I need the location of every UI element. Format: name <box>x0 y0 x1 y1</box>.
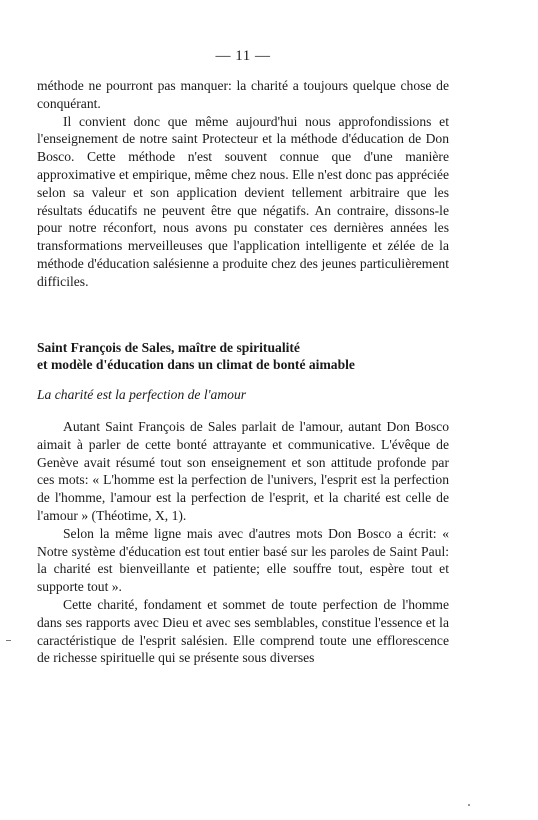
body-paragraph-2: Selon la même ligne mais avec d'autres mots Don Bosco a écrit: « Notre système d'éducation est tout entier basé sur les paroles de Saint Paul: la charité est bienveillante et patiente; elle souffre tout, espère tout et supporte tout ». <box>37 525 449 595</box>
page-number: — 11 — <box>215 48 271 64</box>
body-paragraph-1: Autant Saint François de Sales parlait de l'amour, autant Don Bosco aimait à parler de cette bonté attrayante et communicative. L'évêque de Genève avait résumé tout son enseignement et son attitude profonde par ces mots: « L'homme est la perfection de l'univers, l'esprit est la perfection de l'homme, l'amour est la perfection de l'esprit, et la charité est celle de l'amour » (Théotime, X, 1). <box>37 418 449 523</box>
section-title <box>37 339 449 375</box>
intro-paragraph-2: Il convient donc que même aujourd'hui nous approfondissions et l'enseignement de notre saint Protecteur et la méthode d'éducation de Don Bosco. Cette méthode n'est souvent connue que d'une manière approximative et empirique, même chez nous. Elle n'est donc pas appréciée selon sa valeur et son application devient tellement arbitraire que les résultats éducatifs ne peuvent être que négatifs. An contraire, dissons-le pour notre réconfort, nous avons pu constater ces dernières années les transformations merveilleuses que l'application intelligente et zélée de la méthode d'éducation salésienne a produite chez des jeunes particulièrement difficiles. <box>37 113 449 289</box>
section-gap <box>37 291 449 339</box>
document-page <box>37 48 449 667</box>
subsection-title: La charité est la perfection de l'amour <box>37 387 247 403</box>
corner-dot <box>468 804 470 806</box>
section-title-line-2: et modèle d'éducation dans un climat de bonté aimable <box>37 357 355 373</box>
margin-mark <box>6 640 11 641</box>
body-paragraph-3: Cette charité, fondament et sommet de toute perfection de l'homme dans ses rapports avec Dieu et avec ses semblables, constitue l'essence et la caractéristique de l'esprit salésien. Elle comprend toute une efflorescence de richesse spirituelle qui se présente sous diverses <box>37 596 449 666</box>
section-title-line-1: Saint François de Sales, maître de spiritualité <box>37 339 300 355</box>
intro-paragraph-1: méthode ne pourront pas manquer: la charité a toujours quelque chose de conquérant. <box>37 78 449 111</box>
